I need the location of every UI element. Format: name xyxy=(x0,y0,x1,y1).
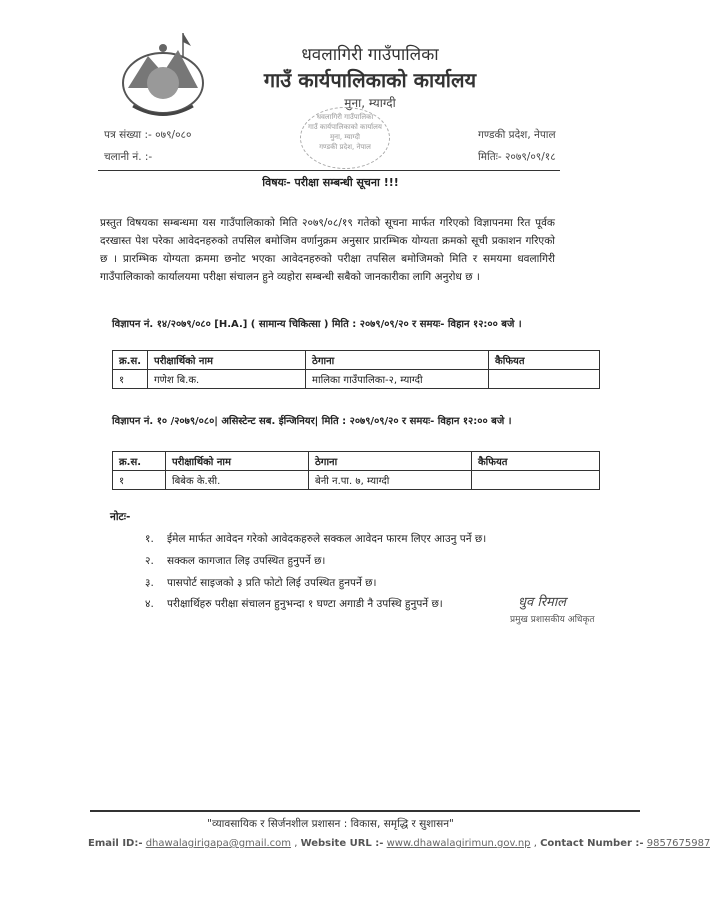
note-item xyxy=(145,554,325,568)
email-link[interactable]: dhawalagirigapa@gmail.com xyxy=(145,838,292,849)
note-text: सक्कल कागजात लिइ उपस्थित हुनुपर्ने छ। xyxy=(167,555,326,567)
cell-name: बिबेक के.सी. xyxy=(166,471,309,490)
stamp-line: गण्डकी प्रदेश, नेपाल xyxy=(319,143,371,151)
table-row xyxy=(113,370,600,389)
table-row xyxy=(113,471,600,490)
note-text: परीक्षार्थिहरु परीक्षा संचालन हुनुभन्दा १ घण्टा अगाडी नै उपस्थि हुनुपर्ने छ। xyxy=(167,598,443,610)
office-name: गाउँ कार्यपालिकाको कार्यालय xyxy=(263,68,477,92)
note-number: २. xyxy=(145,555,154,567)
office-stamp xyxy=(300,107,390,169)
stamp-line: धवलागिरी गाउँपालिका xyxy=(316,113,374,121)
col-sn: क्र.स. xyxy=(113,452,166,471)
note-item xyxy=(145,597,443,611)
website-link[interactable]: www.dhawalagirimun.gov.np xyxy=(386,838,531,849)
notes-title: नोटः- xyxy=(110,511,131,523)
cell-name: गणेश बि.क. xyxy=(148,370,306,389)
note-text: पासपोर्ट साइजको ३ प्रति फोटो लिई उपस्थित हुनपर्ने छ। xyxy=(167,577,377,589)
signature-block xyxy=(510,570,620,630)
province: गण्डकी प्रदेश, नेपाल xyxy=(478,129,556,141)
cell-remarks xyxy=(489,370,600,389)
letter-date: मितिः- २०७९/०९/१८ xyxy=(478,151,556,163)
candidate-table xyxy=(112,350,600,389)
advert-line: विज्ञापन नं. १० /२०७९/०८०| असिस्टेन्ट सब. ईन्जिनियर| मिति : २०७९/०९/२० र समयः- विहान १२:०० बजे । xyxy=(112,416,512,427)
dispatch-number: चलानी नं. :- xyxy=(104,151,153,163)
contact-line: Email ID:- dhawalagirigapa@gmail.com , Website URL :- www.dhawalagirimun.gov.np , Contact Number :- 9857675987 xyxy=(88,838,710,849)
cell-sn: १ xyxy=(113,471,166,490)
table-header-row xyxy=(113,452,600,471)
table-header-row xyxy=(113,351,600,370)
contact-number[interactable]: 9857675987 xyxy=(646,838,710,849)
footer-divider xyxy=(90,810,640,812)
note-item xyxy=(145,532,486,546)
advert-line: विज्ञापन नं. १४/२०७९/०८० [H.A.] ( सामान्य चिकित्सा ) मिति : २०७९/०९/२० र समयः- विहान १२:०० बजे । xyxy=(112,319,522,330)
office-location: मुना, म्याग्दी xyxy=(344,96,396,110)
col-remarks: कैफियत xyxy=(489,351,600,370)
col-address: ठेगाना xyxy=(306,351,489,370)
cell-sn: १ xyxy=(113,370,148,389)
stamp-line: गाउँ कार्यपालिकाको कार्यालय xyxy=(308,123,382,131)
candidate-table xyxy=(112,451,600,490)
col-name: परीक्षार्थिको नाम xyxy=(148,351,306,370)
col-sn: क्र.स. xyxy=(113,351,148,370)
footer-slogan: "व्यावसायिक र सिर्जनशील प्रशासन : विकास, समृद्धि र सुशासन" xyxy=(207,818,454,830)
cell-remarks xyxy=(472,471,600,490)
nepal-emblem-logo xyxy=(113,28,213,123)
col-remarks: कैफियत xyxy=(472,452,600,471)
notice-body: प्रस्तुत विषयका सम्बन्धमा यस गाउँपालिकाको मिति २०७९/०८/१९ गतेको सूचना मार्फत गरिएको विज्ञापनमा रित पूर्वक दरखास्त पेश परेका आवेदनहरुको तपसिल बमोजिम वर्णानुक्रम अनुसार प्रारम्भिक योग्यता क्रमको सूची प्रकाशन गरिएको छ । प्रारम्भिक योग्यता क्रममा छनोट भएका आवेदनहरुको परीक्षा तपसिल बमोजिमको मिति र समयमा धवलागिरी गाउँपालिकाको कार्यालयमा परीक्षा संचालन हुने व्यहोरा सम्बन्धी सबैको जानकारीका लागि अनुरोध छ । xyxy=(100,217,555,283)
col-name: परीक्षार्थिको नाम xyxy=(166,452,309,471)
col-address: ठेगाना xyxy=(309,452,472,471)
notice-subject: विषयः- परीक्षा सम्बन्धी सूचना !!! xyxy=(262,176,399,189)
signature-scribble: धुव रिमाल xyxy=(518,595,566,610)
website-label: Website URL :- xyxy=(300,838,384,849)
note-item xyxy=(145,576,377,590)
email-label: Email ID:- xyxy=(88,838,143,849)
stamp-line: मुना, म्याग्दी xyxy=(330,133,360,141)
contact-label: Contact Number :- xyxy=(540,838,644,849)
cell-address: बेनी न.पा. ७, म्याग्दी xyxy=(309,471,472,490)
note-number: १. xyxy=(145,533,154,545)
note-number: ४. xyxy=(145,598,154,610)
note-text: ईमेल मार्फत आवेदन गरेको आवेदकहरुले सक्कल आवेदन फारम लिएर आउनु पर्ने छ। xyxy=(167,533,487,545)
letter-number: पत्र संख्या :- ०७९/०८० xyxy=(104,129,192,141)
header-divider xyxy=(98,170,560,171)
note-number: ३. xyxy=(145,577,154,589)
cell-address: मालिका गाउँपालिका-२, म्याग्दी xyxy=(306,370,489,389)
org-name: धवलागिरी गाउँपालिका xyxy=(301,45,439,65)
signatory-title: प्रमुख प्रशासकीय अधिकृत xyxy=(510,615,595,625)
